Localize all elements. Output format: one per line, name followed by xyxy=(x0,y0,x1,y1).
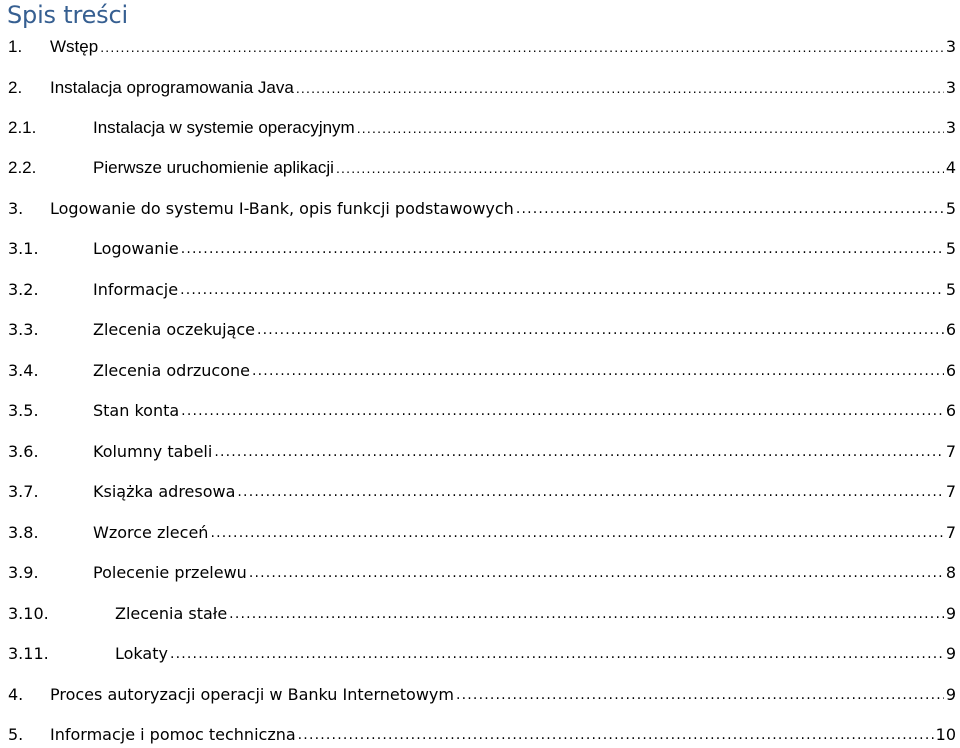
toc-entry[interactable] xyxy=(8,358,956,382)
toc-entry-leader xyxy=(170,643,944,665)
toc-entry-number: 3.2. xyxy=(8,280,39,299)
toc-entry-leader xyxy=(237,481,943,503)
toc-entry-label: Proces autoryzacji operacji w Banku Internetowym xyxy=(50,685,454,704)
toc-entry-label: Polecenie przelewu xyxy=(93,563,247,582)
toc-entry-number: 3.4. xyxy=(8,361,39,380)
toc-entry-number: 2.2. xyxy=(8,158,37,177)
toc-entry-page: 6 xyxy=(945,401,956,420)
toc-entry-number: 3.11. xyxy=(8,644,49,663)
toc-entry[interactable] xyxy=(8,601,956,625)
toc-entry[interactable] xyxy=(8,439,956,463)
toc-entry[interactable] xyxy=(8,277,956,301)
toc-entry-number: 1. xyxy=(8,37,23,56)
toc-entry-label: Logowanie xyxy=(93,239,179,258)
toc-entry-leader xyxy=(252,360,944,382)
toc-entry-leader xyxy=(100,36,944,58)
toc-entry-label: Zlecenia odrzucone xyxy=(93,361,250,380)
toc-entry-page: 7 xyxy=(945,442,956,461)
toc-entry-leader xyxy=(229,603,944,625)
toc-entry-page: 3 xyxy=(945,118,956,137)
toc-entry-label: Informacje i pomoc techniczna xyxy=(50,725,296,744)
toc-entry-number: 3.7. xyxy=(8,482,39,501)
toc-entry-number: 3.10. xyxy=(8,604,49,623)
toc-entry-page: 9 xyxy=(945,644,956,663)
toc-entry-page: 3 xyxy=(945,37,956,56)
toc-entry-page: 8 xyxy=(945,563,956,582)
toc-entry-label: Wzorce zleceń xyxy=(93,523,209,542)
toc-entry[interactable] xyxy=(8,236,956,260)
toc-entry-label: Zlecenia stałe xyxy=(115,604,228,623)
toc-entry-number: 3.3. xyxy=(8,320,39,339)
toc-entry-page: 6 xyxy=(945,320,956,339)
toc-entry-number: 3.6. xyxy=(8,442,39,461)
toc-entry-label: Instalacja oprogramowania Java xyxy=(50,78,294,97)
toc-entry-leader xyxy=(214,441,943,463)
toc-entry[interactable] xyxy=(8,479,956,503)
toc-entry-label: Pierwsze uruchomienie aplikacji xyxy=(93,158,334,177)
toc-entry-leader xyxy=(456,684,944,706)
toc-entry-leader xyxy=(257,319,944,341)
toc-entry-page: 6 xyxy=(945,361,956,380)
toc-entry-label: Lokaty xyxy=(115,644,168,663)
toc-entry-page: 5 xyxy=(945,280,956,299)
toc-entry[interactable] xyxy=(8,682,956,706)
toc-entry[interactable] xyxy=(8,398,956,422)
toc-entry-label: Zlecenia oczekujące xyxy=(93,320,255,339)
toc-entry[interactable] xyxy=(8,75,956,99)
toc-entry-number: 3.9. xyxy=(8,563,39,582)
toc-entry[interactable] xyxy=(8,641,956,665)
toc-entry-page: 3 xyxy=(945,78,956,97)
toc-entry-leader xyxy=(210,522,943,544)
toc-entry-page: 5 xyxy=(945,199,956,218)
toc-entry-number: 3.8. xyxy=(8,523,39,542)
toc-entry-label: Kolumny tabeli xyxy=(93,442,213,461)
toc-entry-number: 3.1. xyxy=(8,239,39,258)
toc-entry[interactable] xyxy=(8,520,956,544)
toc-entry-page: 7 xyxy=(945,523,956,542)
toc-entry-number: 3.5. xyxy=(8,401,39,420)
toc-entry-number: 4. xyxy=(8,685,24,704)
toc-entry-leader xyxy=(181,400,944,422)
toc-entry-leader xyxy=(249,562,944,584)
toc-entry[interactable] xyxy=(8,115,956,139)
toc-entry-page: 10 xyxy=(935,725,956,744)
toc-entry-leader xyxy=(296,77,944,99)
toc-entry[interactable] xyxy=(8,560,956,584)
toc-entry-label: Informacje xyxy=(93,280,179,299)
toc-entry-number: 2. xyxy=(8,78,23,97)
toc-entry[interactable] xyxy=(8,722,956,746)
toc-entry-leader xyxy=(180,279,944,301)
toc-entry-page: 7 xyxy=(945,482,956,501)
toc-entry-label: Książka adresowa xyxy=(93,482,236,501)
toc-entry-leader xyxy=(516,198,944,220)
toc-entry-label: Logowanie do systemu I-Bank, opis funkcji podstawowych xyxy=(50,199,514,218)
toc-entry-leader xyxy=(357,117,944,139)
toc-entry-number: 2.1. xyxy=(8,118,37,137)
toc-entry-page: 9 xyxy=(945,604,956,623)
toc-entry[interactable] xyxy=(8,155,956,179)
toc-entry-page: 4 xyxy=(945,158,956,177)
toc-entry-leader xyxy=(181,238,944,260)
toc-title: Spis treści xyxy=(7,1,128,29)
toc-entry-label: Wstęp xyxy=(50,37,99,56)
toc-entry-page: 5 xyxy=(945,239,956,258)
toc-entry-leader xyxy=(298,724,934,746)
toc-entry-number: 3. xyxy=(8,199,24,218)
toc-entry[interactable] xyxy=(8,196,956,220)
toc-entry-page: 9 xyxy=(945,685,956,704)
toc-entry-label: Instalacja w systemie operacyjnym xyxy=(93,118,355,137)
toc-entry[interactable] xyxy=(8,317,956,341)
toc-entry-label: Stan konta xyxy=(93,401,180,420)
toc-entry-leader xyxy=(336,157,944,179)
toc-entry-number: 5. xyxy=(8,725,24,744)
toc-entry[interactable] xyxy=(8,34,956,58)
